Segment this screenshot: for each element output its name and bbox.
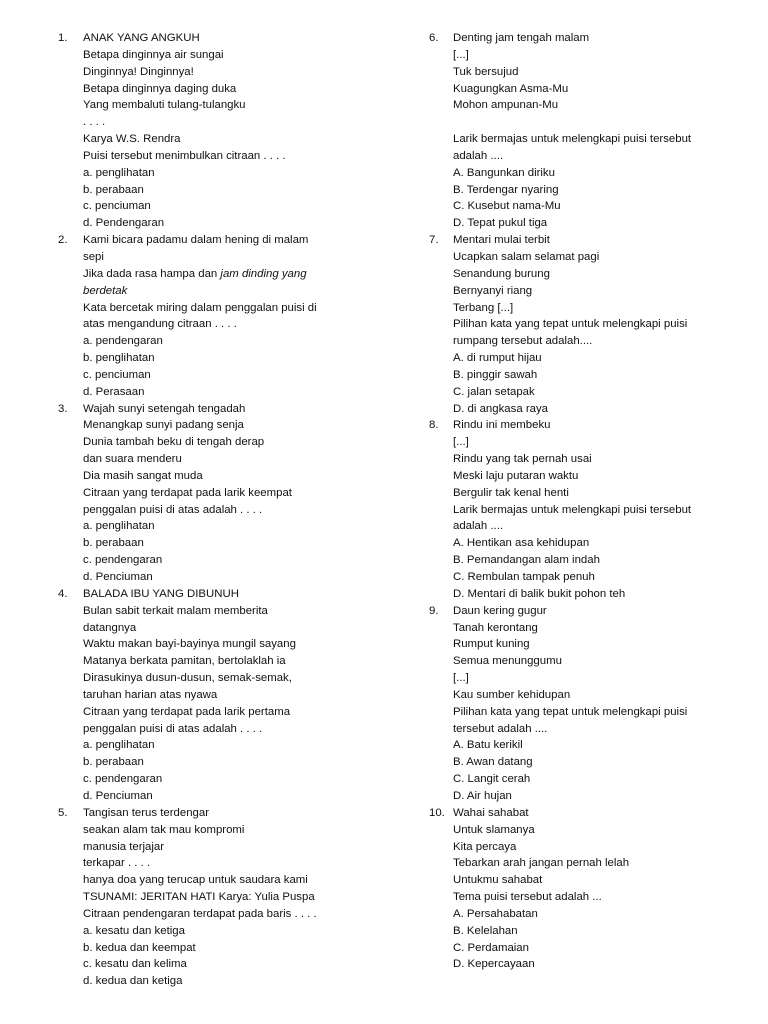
line-text: A. Batu kerikil (453, 739, 523, 752)
line-text: Dunia tambah beku di tengah derap (83, 436, 265, 449)
line-text: hanya doa yang terucap untuk saudara kami (83, 874, 308, 887)
text-line (83, 367, 358, 384)
text-line (83, 721, 358, 738)
text-line (453, 889, 753, 906)
question-item (384, 805, 768, 973)
line-text: d. Pendengaran (83, 217, 165, 230)
question-number: 3. (58, 402, 68, 415)
line-text: C. Perdamaian (453, 941, 529, 954)
text-line (83, 215, 358, 232)
line-text: dan suara menderu (83, 453, 182, 466)
text-line (83, 923, 358, 940)
text-line (83, 872, 358, 889)
line-text: a. penglihatan (83, 166, 155, 179)
line-text: datangnya (83, 621, 137, 634)
text-line (83, 754, 358, 771)
line-text: Menangkap sunyi padang senja (83, 419, 244, 432)
text-line (453, 215, 753, 232)
text-line (453, 198, 753, 215)
text-line (83, 940, 358, 957)
line-text: A. Hentikan asa kehidupan (453, 537, 590, 550)
text-line (83, 586, 358, 603)
question-text (83, 30, 358, 232)
question-text (453, 603, 753, 805)
question-item (384, 232, 768, 417)
line-text: Citraan yang terdapat pada larik keempat (83, 486, 292, 499)
text-line (453, 855, 753, 872)
text-line (83, 737, 358, 754)
line-text: Pilihan kata yang tepat untuk melengkapi puisi (453, 705, 688, 718)
line-text: Rindu yang tak pernah usai (453, 453, 592, 466)
question-item (0, 232, 384, 400)
text-line (83, 552, 358, 569)
line-text: Tebarkan arah jangan pernah lelah (453, 857, 630, 870)
text-line (83, 485, 358, 502)
text-line (83, 300, 358, 317)
text-line (83, 805, 358, 822)
right-column (384, 30, 768, 973)
text-line (83, 620, 358, 637)
text-line (453, 670, 753, 687)
line-text: d. Penciuman (83, 789, 153, 802)
question-item (0, 805, 384, 990)
text-line (453, 603, 753, 620)
text-line (453, 148, 753, 165)
text-line (83, 956, 358, 973)
line-text: Untuk slamanya (453, 823, 535, 836)
question-number: 8. (429, 419, 439, 432)
line-text: Dia masih sangat muda (83, 469, 203, 482)
line-text: Larik bermajas untuk melengkapi puisi tersebut (453, 503, 692, 516)
line-text: c. kesatu dan kelima (83, 958, 187, 971)
line-text: A. Persahabatan (453, 907, 538, 920)
text-line (453, 771, 753, 788)
line-text: b. perabaan (83, 183, 144, 196)
line-text: Dinginnya! Dinginnya! (83, 65, 194, 78)
left-column (0, 30, 384, 990)
question-number: 7. (429, 234, 439, 247)
text-line (83, 973, 358, 990)
line-text: Wahai sahabat (453, 806, 529, 819)
line-text: Karya W.S. Rendra (83, 133, 181, 146)
text-line (453, 165, 753, 182)
question-number: 5. (58, 806, 68, 819)
text-line (453, 923, 753, 940)
text-line (453, 131, 753, 148)
text-line (83, 47, 358, 64)
text-line (453, 805, 753, 822)
text-line (83, 535, 358, 552)
text-line (83, 30, 358, 47)
question-text (83, 805, 358, 990)
line-text: Kita percaya (453, 840, 517, 853)
line-text: taruhan harian atas nyawa (83, 688, 218, 701)
question-text (453, 232, 753, 417)
line-text: penggalan puisi di atas adalah . . . . (83, 722, 263, 735)
text-line (453, 754, 753, 771)
line-text: [...] (453, 48, 469, 61)
line-text: Tema puisi tersebut adalah ... (453, 891, 602, 904)
line-text: Tanah kerontang (453, 621, 538, 634)
line-text: Yang membaluti tulang-tulangku (83, 99, 246, 112)
text-line (453, 417, 753, 434)
text-line (83, 266, 358, 283)
text-line (83, 97, 358, 114)
text-line (83, 636, 358, 653)
line-text: Kau sumber kehidupan (453, 688, 571, 701)
line-text: Waktu makan bayi-bayinya mungil sayang (83, 638, 296, 651)
line-text: A. Bangunkan diriku (453, 166, 555, 179)
line-text: B. pinggir sawah (453, 368, 538, 381)
line-text: a. pendengaran (83, 335, 163, 348)
text-line (83, 468, 358, 485)
text-line (453, 721, 753, 738)
line-text: TSUNAMI: JERITAN HATI Karya: Yulia Puspa (83, 891, 315, 904)
line-text: c. pendengaran (83, 773, 163, 786)
line-text: sepi (83, 250, 104, 263)
line-text: terkapar . . . . (83, 857, 151, 870)
line-text: adalah .... (453, 520, 504, 533)
line-text: Rindu ini membeku (453, 419, 551, 432)
text-line (453, 182, 753, 199)
text-line (83, 451, 358, 468)
text-line (453, 535, 753, 552)
line-text: d. Perasaan (83, 385, 145, 398)
line-text: adalah .... (453, 149, 504, 162)
text-line (453, 468, 753, 485)
text-line (453, 434, 753, 451)
line-text: Wajah sunyi setengah tengadah (83, 402, 246, 415)
question-item (0, 586, 384, 805)
line-text: Mohon ampunan-Mu (453, 99, 559, 112)
line-text: b. kedua dan keempat (83, 941, 196, 954)
text-line (453, 451, 753, 468)
text-line (453, 502, 753, 519)
text-line (453, 636, 753, 653)
line-text: atas mengandung citraan . . . . (83, 318, 237, 331)
question-number: 9. (429, 604, 439, 617)
text-line (83, 704, 358, 721)
text-line (83, 653, 358, 670)
line-text: Jika dada rasa hampa dan (83, 267, 221, 280)
line-text: C. jalan setapak (453, 385, 535, 398)
question-number: 6. (429, 32, 439, 44)
question-text (453, 30, 753, 232)
line-text: ANAK YANG ANGKUH (83, 32, 200, 44)
line-text: Senandung burung (453, 267, 550, 280)
question-number: 2. (58, 234, 68, 247)
text-line (83, 434, 358, 451)
line-text: manusia terjajar (83, 840, 165, 853)
text-line (83, 182, 358, 199)
line-text: B. Awan datang (453, 756, 533, 769)
line-text: d. Penciuman (83, 571, 153, 583)
question-item (0, 30, 384, 232)
text-line (453, 384, 753, 401)
line-text: Dirasukinya dusun-dusun, semak-semak, (83, 672, 292, 685)
line-text: Meski laju putaran waktu (453, 469, 579, 482)
text-line (453, 552, 753, 569)
text-line (453, 47, 753, 64)
text-line (83, 148, 358, 165)
text-line (83, 687, 358, 704)
line-text: Puisi tersebut menimbulkan citraan . . . . (83, 149, 286, 162)
line-text: D. Tepat pukul tiga (453, 217, 548, 230)
text-line (83, 384, 358, 401)
italic-text: berdetak (83, 284, 128, 297)
line-text: Betapa dinginnya daging duka (83, 82, 237, 95)
line-text: C. Kusebut nama-Mu (453, 200, 561, 213)
text-line (83, 232, 358, 249)
text-line (453, 97, 753, 114)
text-line (83, 822, 358, 839)
text-line (83, 670, 358, 687)
text-line (453, 367, 753, 384)
question-item (384, 30, 768, 232)
line-text: B. Kelelahan (453, 924, 518, 937)
line-text: Pilihan kata yang tepat untuk melengkapi puisi (453, 318, 688, 331)
line-text: A. di rumput hijau (453, 352, 542, 365)
question-text (453, 417, 753, 602)
line-text: Bergulir tak kenal henti (453, 486, 569, 499)
text-line (83, 603, 358, 620)
text-line (83, 81, 358, 98)
text-line (83, 771, 358, 788)
text-line (83, 839, 358, 856)
text-line (83, 64, 358, 81)
text-line (453, 737, 753, 754)
line-text: seakan alam tak mau kompromi (83, 823, 245, 836)
text-line (453, 788, 753, 805)
text-line (453, 956, 753, 973)
text-line (83, 417, 358, 434)
line-text: [...] (453, 436, 469, 449)
line-text: penggalan puisi di atas adalah . . . . (83, 503, 263, 516)
text-line (83, 131, 358, 148)
line-text: Denting jam tengah malam (453, 32, 590, 44)
text-line (453, 518, 753, 535)
line-text: Kuagungkan Asma-Mu (453, 82, 569, 95)
line-text: Ucapkan salam selamat pagi (453, 250, 600, 263)
text-line (453, 906, 753, 923)
text-line (453, 822, 753, 839)
line-text: Mentari mulai terbit (453, 234, 550, 247)
text-line (453, 232, 753, 249)
line-text: a. kesatu dan ketiga (83, 924, 185, 937)
line-text: d. kedua dan ketiga (83, 975, 183, 988)
line-text: BALADA IBU YANG DIBUNUH (83, 587, 239, 600)
line-text: Semua menunggumu (453, 655, 562, 668)
line-text: Terbang [...] (453, 301, 514, 314)
question-item (0, 401, 384, 586)
text-line (453, 872, 753, 889)
line-text: B. Pemandangan alam indah (453, 554, 600, 567)
line-text: D. Kepercayaan (453, 958, 535, 971)
text-line (83, 114, 358, 131)
question-text (83, 586, 358, 805)
text-line (83, 502, 358, 519)
text-line (453, 586, 753, 603)
text-line (83, 518, 358, 535)
line-text: c. pendengaran (83, 554, 163, 567)
question-number: 10. (429, 806, 445, 819)
question-item (384, 417, 768, 602)
text-line (453, 283, 753, 300)
line-text: a. penglihatan (83, 520, 155, 533)
line-text: c. penciuman (83, 368, 151, 381)
line-text: b. perabaan (83, 756, 144, 769)
text-line (453, 81, 753, 98)
line-text: Daun kering gugur (453, 604, 547, 617)
question-number: 1. (58, 32, 68, 44)
line-text: B. Terdengar nyaring (453, 183, 559, 196)
line-text: b. penglihatan (83, 352, 155, 365)
text-line (83, 333, 358, 350)
text-line (453, 839, 753, 856)
line-text: Bulan sabit terkait malam memberita (83, 604, 268, 617)
text-line (453, 333, 753, 350)
line-text: D. di angkasa raya (453, 402, 548, 415)
line-text: D. Mentari di balik bukit pohon teh (453, 587, 626, 600)
text-line (453, 485, 753, 502)
text-line (453, 687, 753, 704)
italic-text: jam dinding yang (220, 267, 307, 280)
question-text (83, 401, 358, 586)
text-line (453, 316, 753, 333)
question-item (384, 603, 768, 805)
line-text: tersebut adalah .... (453, 722, 548, 735)
text-line (453, 30, 753, 47)
text-line (453, 704, 753, 721)
line-text: Untukmu sahabat (453, 874, 543, 887)
line-text: D. Air hujan (453, 789, 512, 802)
text-line (453, 114, 753, 131)
line-text: Citraan pendengaran terdapat pada baris . . . . (83, 907, 317, 920)
text-line (453, 249, 753, 266)
line-text: rumpang tersebut adalah.... (453, 335, 593, 348)
line-text: a. penglihatan (83, 739, 155, 752)
line-text: Betapa dinginnya air sungai (83, 48, 224, 61)
line-text: Kami bicara padamu dalam hening di malam (83, 234, 309, 247)
text-line (453, 653, 753, 670)
text-line (453, 401, 753, 418)
line-text: Tuk bersujud (453, 65, 519, 78)
text-line (83, 401, 358, 418)
line-text: Tangisan terus terdengar (83, 806, 210, 819)
text-line (453, 350, 753, 367)
text-line (83, 788, 358, 805)
text-line (83, 316, 358, 333)
line-text: Rumput kuning (453, 638, 530, 651)
text-line (83, 283, 358, 300)
line-text: Bernyanyi riang (453, 284, 533, 297)
line-text: Larik bermajas untuk melengkapi puisi tersebut (453, 133, 692, 146)
question-number: 4. (58, 587, 68, 600)
text-line (83, 855, 358, 872)
text-line (453, 300, 753, 317)
line-text: Matanya berkata pamitan, bertolaklah ia (83, 655, 286, 668)
line-text: C. Rembulan tampak penuh (453, 571, 595, 583)
line-text: b. perabaan (83, 537, 144, 550)
question-text (83, 232, 358, 400)
text-line (453, 266, 753, 283)
line-text: C. Langit cerah (453, 773, 531, 786)
line-text: Kata bercetak miring dalam penggalan puisi di (83, 301, 317, 314)
text-line (83, 569, 358, 586)
text-line (83, 165, 358, 182)
text-line (83, 198, 358, 215)
text-line (453, 940, 753, 957)
line-text: . . . . (83, 116, 106, 129)
line-text: c. penciuman (83, 200, 151, 213)
line-text: [...] (453, 672, 469, 685)
text-line (83, 249, 358, 266)
question-text (453, 805, 753, 973)
text-line (83, 350, 358, 367)
text-line (453, 620, 753, 637)
text-line (83, 889, 358, 906)
text-line (453, 569, 753, 586)
text-line (453, 64, 753, 81)
line-text: Citraan yang terdapat pada larik pertama (83, 705, 291, 718)
text-line (83, 906, 358, 923)
